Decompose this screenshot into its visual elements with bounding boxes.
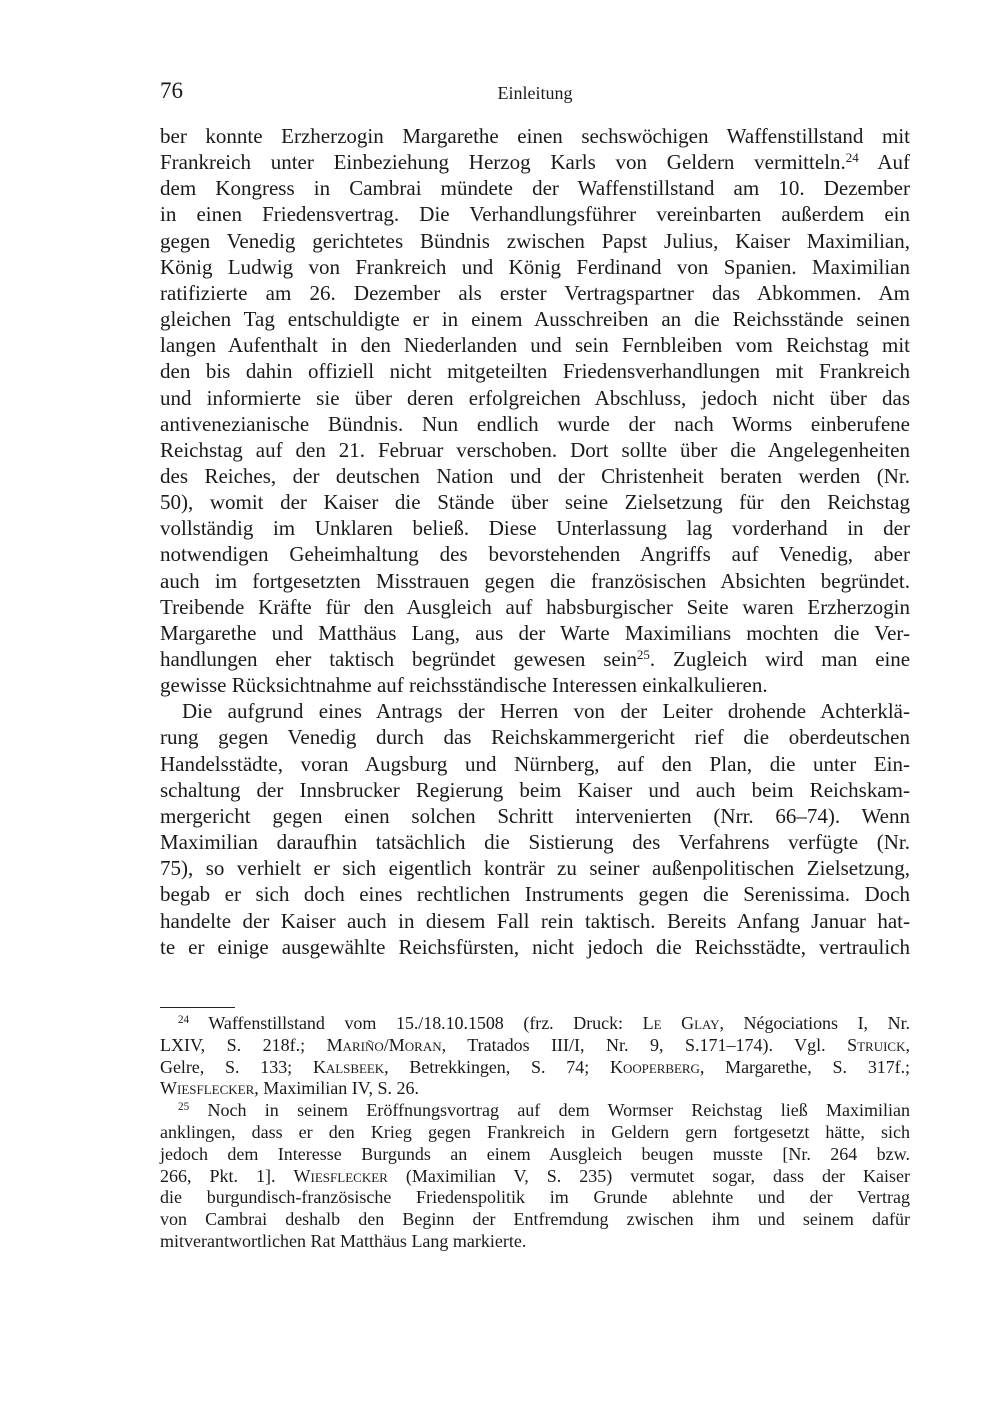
author-name: Wiesflecker xyxy=(160,1078,255,1099)
text-segment: 266, Pkt. 1]. xyxy=(160,1165,294,1186)
text-line xyxy=(160,829,910,855)
text-segment: notwendigen Geheimhaltung des bevorstehenden Angriffs auf Venedig, aber xyxy=(160,542,910,567)
text-segment: ratifizierte am 26. Dezember als erster Vertragspartner das Abkommen. Am xyxy=(160,280,910,305)
text-line xyxy=(160,385,910,411)
text-line xyxy=(160,175,910,201)
text-segment: die burgundisch-französische Friedenspolitik im Grunde ablehnte und der Vertrag xyxy=(160,1187,910,1208)
text-segment: Handelsstädte, voran Augsburg und Nürnberg, auf den Plan, die unter Ein- xyxy=(160,751,910,776)
text-segment: handelte der Kaiser auch in diesem Fall rein taktisch. Bereits Anfang Januar hat- xyxy=(160,908,910,933)
text-line xyxy=(160,254,910,280)
footnote-ref: 24 xyxy=(845,149,859,165)
footnote-line xyxy=(160,1209,910,1231)
text-segment: Auf xyxy=(858,150,910,175)
text-segment: , xyxy=(905,1034,910,1055)
footnote-line xyxy=(160,1144,910,1166)
text-segment: dem Kongress in Cambrai mündete der Waffenstillstand am 10. Dezember xyxy=(160,176,910,201)
text-line xyxy=(160,672,910,698)
text-line xyxy=(160,411,910,437)
text-segment: , Margarethe, S. 317f.; xyxy=(699,1056,911,1077)
text-segment: von Cambrai deshalb den Beginn der Entfremdung zwischen ihm und seinem dafür xyxy=(160,1209,910,1230)
footnote-line xyxy=(160,1187,910,1209)
text-segment: Maximilian daraufhin tatsächlich die Sistierung des Verfahrens verfügte (Nr. xyxy=(160,830,910,855)
text-segment: gleichen Tag entschuldigte er in einem Ausschreiben an die Reichsstände seinen xyxy=(160,307,910,332)
text-segment: 75), so verhielt er sich eigentlich konträr zu seiner außenpolitischen Zielsetzung, xyxy=(160,856,910,881)
text-line xyxy=(160,463,910,489)
text-segment: ber konnte Erzherzogin Margarethe einen sechswöchigen Waffenstillstand mit xyxy=(160,124,910,148)
author-name: Wiesflecker xyxy=(293,1165,388,1186)
text-segment: Margarethe und Matthäus Lang, aus der Warte Maximilians mochten die Ver- xyxy=(160,620,910,645)
text-line xyxy=(160,881,910,907)
text-line xyxy=(160,201,910,227)
text-line xyxy=(160,803,910,829)
text-segment: auch im fortgesetzten Misstrauen gegen die französischen Absichten begründet. xyxy=(160,568,910,593)
text-segment: König Ludwig von Frankreich und König Ferdinand von Spanien. Maximilian xyxy=(160,254,910,279)
text-line xyxy=(160,332,910,358)
text-line xyxy=(160,908,910,934)
text-line xyxy=(160,698,910,724)
footnote-line xyxy=(160,1013,910,1035)
text-segment: in einen Friedensvertrag. Die Verhandlungsführer vereinbarten außerdem ein xyxy=(160,202,910,227)
text-segment: 50), womit der Kaiser die Stände über seine Zielsetzung für den Reichstag xyxy=(160,490,910,515)
footnote-line xyxy=(160,1122,910,1144)
text-segment: mitverantwortlichen Rat Matthäus Lang markierte. xyxy=(160,1231,527,1251)
footnote-line xyxy=(160,1166,910,1188)
text-segment: Gelre, S. 133; xyxy=(160,1056,313,1077)
text-line xyxy=(160,515,910,541)
text-segment: antivenezianische Bündnis. Nun endlich wurde der nach Worms einberufene xyxy=(160,411,910,436)
text-segment: Noch in seinem Eröffnungsvortrag auf dem Wormser Reichstag ließ Maximilian xyxy=(189,1100,910,1121)
text-line xyxy=(160,280,910,306)
text-segment: (Maximilian V, S. 235) vermutet sogar, dass der Kaiser xyxy=(387,1165,910,1186)
text-segment: , Négociations I, Nr. xyxy=(719,1013,910,1033)
text-line xyxy=(160,541,910,567)
text-segment: begab er sich doch eines rechtlichen Instruments gegen die Serenissima. Doch xyxy=(160,882,910,907)
text-segment: anklingen, dass er den Krieg gegen Frankreich in Geldern gern fortgesetzt hätte, sich xyxy=(160,1122,910,1142)
footnote-line xyxy=(160,1035,910,1057)
text-segment: gegen Venedig gerichtetes Bündnis zwischen Papst Julius, Kaiser Maximilian, xyxy=(160,228,910,253)
text-line xyxy=(160,594,910,620)
text-segment: vollständig im Unklaren beließ. Diese Unterlassung lag vorderhand in der xyxy=(160,516,910,541)
author-name: Mariño/Moran xyxy=(326,1034,442,1055)
footnote-ref: 25 xyxy=(178,1101,190,1114)
text-segment: Waffenstillstand vom 15./18.10.1508 (frz. Druck: xyxy=(189,1013,643,1033)
page-number: 76 xyxy=(160,78,183,103)
text-segment: te er einige ausgewählte Reichsfürsten, nicht jedoch die Reichsstädte, vertraulich xyxy=(160,934,910,959)
footnote-divider xyxy=(160,1007,235,1008)
text-segment: gewisse Rücksichtnahme auf reichsständische Interessen einkalkulieren. xyxy=(160,673,768,698)
text-segment: jedoch dem Interesse Burgunds an einem Ausgleich beugen musste [Nr. 264 bzw. xyxy=(160,1143,910,1164)
footnote-line xyxy=(160,1078,910,1100)
footnote-ref: 24 xyxy=(178,1013,190,1026)
running-title: Einleitung xyxy=(497,83,573,103)
text-line xyxy=(160,123,910,149)
text-segment: Reichstag auf den 21. Februar verschoben. Dort sollte über die Angelegenheiten xyxy=(160,437,910,462)
text-line xyxy=(160,149,910,175)
text-segment: Frankreich unter Einbeziehung Herzog Karls von Geldern vermitteln. xyxy=(160,150,846,175)
text-line xyxy=(160,437,910,463)
text-segment: Die aufgrund eines Antrags der Herren von der Leiter drohende Achterklä- xyxy=(182,699,910,724)
text-line xyxy=(160,228,910,254)
footnote-line xyxy=(160,1100,910,1122)
text-segment: , Maximilian IV, S. 26. xyxy=(254,1078,419,1099)
text-segment: , Tratados III/I, Nr. 9, S.171–174). Vgl. xyxy=(441,1034,848,1055)
footnote-line xyxy=(160,1057,910,1079)
text-segment: handlungen eher taktisch begründet gewesen sein xyxy=(160,647,637,671)
text-segment: LXIV, S. 218f.; xyxy=(160,1034,327,1055)
text-segment: schaltung der Innsbrucker Regierung beim Kaiser und auch beim Reichskam- xyxy=(160,777,910,802)
text-line xyxy=(160,568,910,594)
author-name: Struick xyxy=(847,1034,906,1055)
text-line xyxy=(160,751,910,777)
text-segment: , Betrekkingen, S. 74; xyxy=(384,1056,611,1077)
text-segment: langen Aufenthalt in den Niederlanden und sein Fernbleiben vom Reichstag mit xyxy=(160,333,910,358)
text-segment: mergericht gegen einen solchen Schritt intervenierten (Nrr. 66–74). Wenn xyxy=(160,803,910,828)
text-line xyxy=(160,724,910,750)
author-name: Le Glay xyxy=(642,1013,720,1033)
footnote-ref: 25 xyxy=(636,646,650,662)
text-line xyxy=(160,620,910,646)
text-segment: des Reiches, der deutschen Nation und der Christenheit beraten werden (Nr. xyxy=(160,463,910,488)
text-segment: den bis dahin offiziell nicht mitgeteilten Friedensverhandlungen mit Frankreich xyxy=(160,359,910,384)
text-line xyxy=(160,489,910,515)
text-segment: . Zugleich wird man eine xyxy=(649,647,910,671)
author-name: Kooperberg xyxy=(610,1056,700,1077)
footnote-line xyxy=(160,1231,910,1253)
text-line xyxy=(160,646,910,672)
text-line xyxy=(160,934,910,960)
author-name: Kalsbeek xyxy=(312,1056,385,1077)
text-line xyxy=(160,358,910,384)
text-segment: Treibende Kräfte für den Ausgleich auf habsburgischer Seite waren Erzherzogin xyxy=(160,594,910,619)
text-line xyxy=(160,306,910,332)
text-segment: rung gegen Venedig durch das Reichskammergericht rief die oberdeutschen xyxy=(160,725,910,750)
text-line xyxy=(160,777,910,803)
text-line xyxy=(160,855,910,881)
text-segment: und informierte sie über deren erfolgreichen Abschluss, jedoch nicht über das xyxy=(160,385,910,410)
